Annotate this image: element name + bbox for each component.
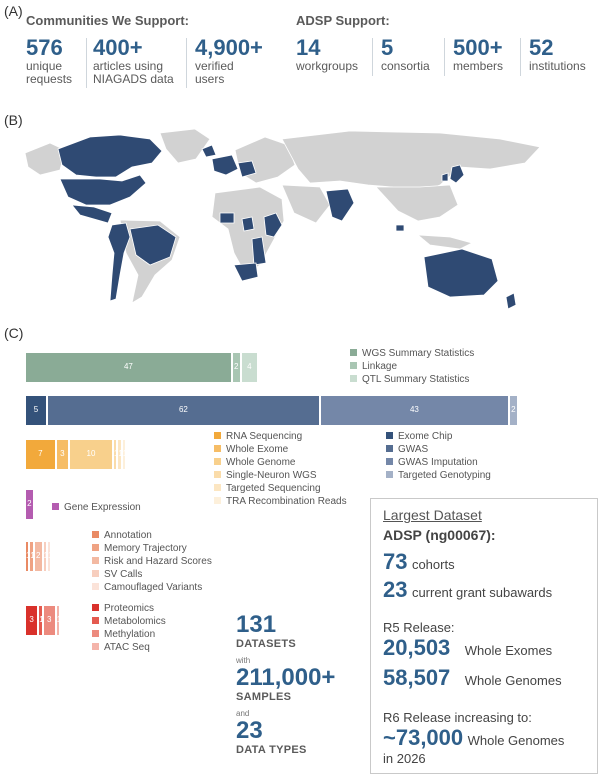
legend-label: WGS Summary Statistics: [362, 348, 475, 359]
bar-segment-gene-expression: [26, 490, 35, 519]
legend-swatch: [350, 362, 357, 369]
legend-label: Annotation: [104, 530, 152, 541]
legend-label: Memory Trajectory: [104, 543, 187, 554]
adsp-title: ADSP Support:: [296, 13, 390, 28]
legend-item: [350, 348, 474, 359]
legend-label: Gene Expression: [64, 502, 141, 513]
connector-with: with: [236, 656, 251, 665]
legend-item: [92, 556, 212, 567]
datatypes-count: 23: [236, 717, 263, 744]
legend-item: [214, 496, 347, 507]
bar-value-label: 2: [27, 499, 32, 508]
bar-value-label: 5: [33, 405, 39, 414]
stat-label: NIAGADS data: [93, 72, 174, 86]
bar-value-label: 43: [409, 405, 419, 414]
legend-swatch: [386, 471, 393, 478]
legend-swatch: [92, 630, 99, 637]
legend-item: [350, 374, 469, 385]
genomes-count: 58,507: [383, 665, 451, 690]
bar-segment-gwas: [48, 396, 321, 425]
legend-item: [214, 457, 295, 468]
legend-item: [386, 457, 478, 468]
cohorts-count: 73: [383, 549, 408, 574]
legend-label: GWAS Imputation: [398, 457, 478, 468]
legend-item: [350, 361, 397, 372]
legend-item: [214, 483, 321, 494]
exomes-label: Whole Exomes: [464, 643, 553, 658]
bar-segment-exome-chip: [26, 396, 48, 425]
bar-value-label: 2: [233, 362, 239, 371]
legend-item: [92, 629, 155, 640]
legend-swatch: [386, 432, 393, 439]
stat-label: workgroups: [296, 59, 359, 73]
r6-year: in 2026: [383, 751, 426, 766]
legend-label: RNA Sequencing: [226, 431, 303, 442]
legend-label: Whole Exome: [226, 444, 289, 455]
legend-label: Targeted Genotyping: [398, 470, 491, 481]
legend-label: SV Calls: [104, 569, 143, 580]
legend-label: GWAS: [398, 444, 429, 455]
r5-text: R5 Release:: [383, 620, 455, 635]
bar-value-label: 1: [39, 615, 44, 624]
stat-value: 14: [296, 35, 321, 60]
legend-item: [386, 444, 428, 455]
datasets-summary: [236, 612, 335, 756]
largest-dataset-box: [370, 498, 598, 774]
legend-label: Single-Neuron WGS: [226, 470, 317, 481]
legend-label: Proteomics: [104, 603, 155, 614]
legend-item: [92, 569, 142, 580]
stat-label: requests: [26, 72, 73, 86]
legend-swatch: [386, 445, 393, 452]
bar-segment-risk-and-hazard-scores: [35, 542, 49, 571]
bar-value-label: 1: [30, 551, 35, 560]
bar-value-label: 3: [46, 615, 52, 624]
stat-label: members: [453, 59, 504, 73]
bar-segment-proteomics: [26, 606, 44, 635]
stat-value: 576: [26, 35, 63, 60]
bar-value-label: 2: [511, 405, 516, 414]
r6-row: [383, 725, 564, 751]
legend-swatch: [52, 503, 59, 510]
bar-value-label: 1: [114, 449, 119, 458]
stat-label: institutions: [529, 59, 586, 73]
bar-segment-gwas-imputation: [321, 396, 510, 425]
legend-swatch: [92, 544, 99, 551]
bar-segment-methylation: [44, 606, 62, 635]
legend-swatch: [214, 445, 221, 452]
bar-value-label: 1: [56, 615, 62, 624]
connector-and: and: [236, 709, 250, 718]
legend-item: [214, 470, 317, 481]
stat-value: 400+: [93, 35, 143, 60]
legend-swatch: [214, 484, 221, 491]
stat-value: 52: [529, 35, 554, 60]
panel-label-a: (A): [4, 3, 23, 19]
legend-swatch: [214, 432, 221, 439]
cohorts-row: [383, 549, 455, 575]
bar-segment-qtl-summary-statistics: [242, 353, 260, 382]
legend-item: [52, 502, 141, 513]
cohorts-label: cohorts: [411, 557, 455, 572]
bar-segment-linkage: [233, 353, 242, 382]
r6-label: Whole Genomes: [467, 733, 565, 748]
legend-label: TRA Recombination Reads: [226, 496, 347, 507]
datasets-label: DATASETS: [236, 638, 297, 650]
legend-swatch: [350, 349, 357, 356]
legend-label: Targeted Sequencing: [226, 483, 321, 494]
stat-label: verified: [195, 59, 234, 73]
legend-item: [92, 543, 187, 554]
bar-segment-whole-exome: [57, 440, 70, 469]
legend-item: [92, 582, 202, 593]
legend-label: Exome Chip: [398, 431, 453, 442]
communities-title: Communities We Support:: [26, 13, 189, 28]
panel-label-c: (C): [4, 325, 24, 341]
bar-value-label: 62: [178, 405, 188, 414]
bar-segment-whole-genome: [70, 440, 119, 469]
samples-label: SAMPLES: [236, 691, 292, 703]
bar-value-label: 7: [38, 449, 43, 458]
grants-row: [383, 577, 552, 603]
legend-swatch: [386, 458, 393, 465]
legend-label: Methylation: [104, 629, 156, 640]
legend-swatch: [92, 604, 99, 611]
bar-segment-targeted-genotyping: [510, 396, 519, 425]
datasets-count: 131: [236, 611, 277, 638]
legend-swatch: [214, 471, 221, 478]
largest-heading: Largest Dataset: [383, 507, 482, 523]
bar-value-label: 1: [48, 551, 53, 560]
exomes-row: [383, 635, 552, 661]
legend-item: [92, 642, 150, 653]
legend-swatch: [92, 617, 99, 624]
bar-value-label: 47: [123, 362, 133, 371]
grants-label: current grant subawards: [411, 585, 553, 600]
stat-value: 500+: [453, 35, 503, 60]
largest-name: ADSP (ng00067):: [383, 527, 496, 543]
r6-count: ~73,000: [383, 725, 464, 750]
legend-label: Camouflaged Variants: [104, 582, 203, 593]
grants-count: 23: [383, 577, 408, 602]
legend-swatch: [92, 557, 99, 564]
bar-segment-rna-sequencing: [26, 440, 57, 469]
bar-value-label: 2: [35, 551, 41, 560]
legend-swatch: [92, 643, 99, 650]
panel-label-b: (B): [4, 112, 23, 128]
bar-segment-wgs-summary-statistics: [26, 353, 233, 382]
stat-label: unique: [26, 59, 63, 73]
legend-swatch: [92, 531, 99, 538]
legend-item: [92, 530, 152, 541]
genomes-label: Whole Genomes: [464, 673, 562, 688]
exomes-count: 20,503: [383, 635, 451, 660]
bar-value-label: 1: [122, 449, 128, 458]
legend-swatch: [214, 497, 221, 504]
legend-item: [92, 603, 154, 614]
bar-value-label: 4: [247, 362, 252, 371]
legend-item: [214, 431, 302, 442]
samples-count: 211,000+: [236, 664, 336, 691]
legend-item: [92, 616, 166, 627]
legend-label: Linkage: [362, 361, 398, 372]
datatypes-label: DATA TYPES: [236, 744, 307, 756]
bar-value-label: 10: [86, 449, 96, 458]
legend-swatch: [350, 375, 357, 382]
bar-value-label: 1: [43, 551, 49, 560]
legend-label: Whole Genome: [226, 457, 296, 468]
stat-value: 4,900+: [195, 35, 263, 60]
stat-label: users: [195, 72, 225, 86]
stat-value: 5: [381, 35, 394, 60]
bar-segment-atac-seq: [57, 606, 61, 635]
bar-value-label: 3: [29, 615, 34, 624]
legend-label: Risk and Hazard Scores: [104, 556, 212, 567]
legend-item: [214, 444, 288, 455]
bar-value-label: 3: [60, 449, 65, 458]
r6-text: R6 Release increasing to:: [383, 710, 532, 725]
bar-segment-camouflaged-variants: [48, 542, 52, 571]
stat-label: articles using: [93, 59, 164, 73]
legend-swatch: [92, 583, 99, 590]
legend-swatch: [214, 458, 221, 465]
bar-value-label: 1: [118, 449, 123, 458]
legend-label: ATAC Seq: [104, 642, 150, 653]
bar-value-label: 1: [26, 551, 31, 560]
stat-label: consortia: [381, 59, 430, 73]
genomes-row: [383, 665, 562, 691]
legend-swatch: [92, 570, 99, 577]
legend-item: [386, 431, 452, 442]
legend-item: [386, 470, 491, 481]
legend-label: QTL Summary Statistics: [362, 374, 470, 385]
bar-segment-tra-recombination-reads: [123, 440, 127, 469]
legend-label: Metabolomics: [104, 616, 166, 627]
